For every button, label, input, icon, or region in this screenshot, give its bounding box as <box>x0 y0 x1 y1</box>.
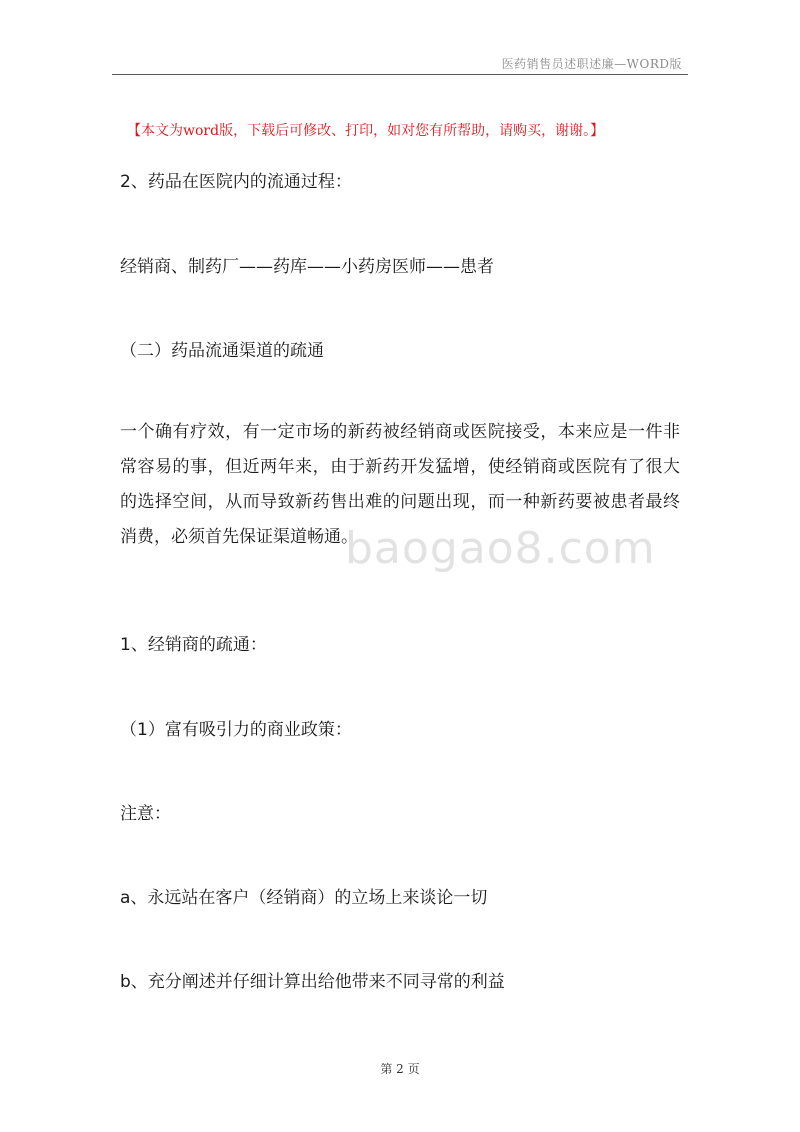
page-number: 第 2 页 <box>380 1062 420 1076</box>
watermark: baogao8.com <box>345 523 656 574</box>
note-label: 注意： <box>120 804 171 824</box>
header-title: 医药销售员述职述廉—WORD版 <box>501 57 682 71</box>
sub-item-1: （1）富有吸引力的商业政策： <box>120 720 352 740</box>
section-item-2: 2、药品在医院内的流通过程： <box>120 172 352 192</box>
section-item-1: 1、经销商的疏通： <box>120 635 267 655</box>
note-item-b: b、充分阐述并仔细计算出给他带来不同寻常的利益 <box>120 972 505 992</box>
download-notice: 【本文为word版，下载后可修改、打印，如对您有所帮助，请购买，谢谢。】 <box>127 123 605 139</box>
body-paragraph-text: 一个确有疗效，有一定市场的新药被经销商或医院接受，本来应是一件非常容易的事，但近两年来，由于新药开发猛增，使经销商或医院有了很大的选择空间，从而导致新药售出难的问题出现，而一种新药要被患者最终消费，必须首先保证渠道畅通。 <box>120 422 680 547</box>
flow-chain: 经销商、制药厂——药库——小药房医师——患者 <box>120 257 494 277</box>
note-item-a: a、永远站在客户（经销商）的立场上来谈论一切 <box>120 888 488 908</box>
header-rule <box>112 74 688 75</box>
section-heading-2: （二）药品流通渠道的疏通 <box>120 341 324 361</box>
